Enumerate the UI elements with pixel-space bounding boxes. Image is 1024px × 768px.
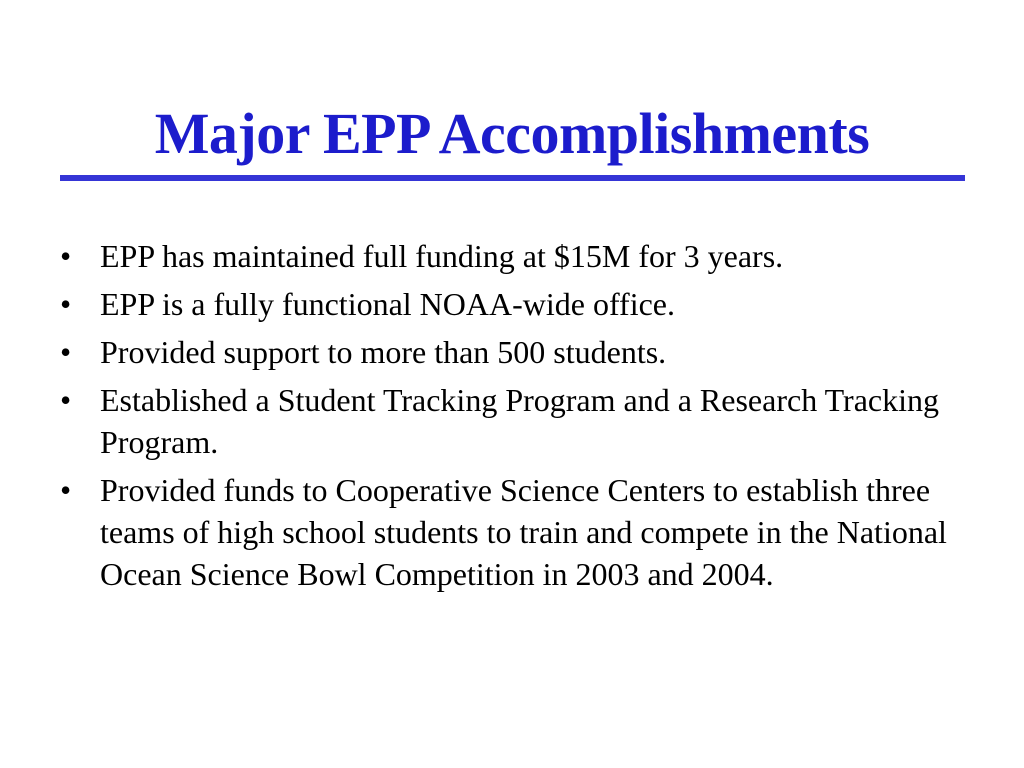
bullet-icon: •	[60, 382, 72, 418]
bullet-item	[60, 469, 960, 595]
bullet-icon: •	[60, 334, 72, 370]
bullet-text: EPP has maintained full funding at $15M for 3 years.	[100, 238, 784, 274]
bullet-icon: •	[60, 286, 72, 322]
bullet-text: Provided support to more than 500 students.	[100, 334, 667, 370]
bullet-item	[60, 379, 960, 463]
bullet-list	[60, 235, 960, 601]
bullet-icon: •	[60, 472, 72, 508]
bullet-item	[60, 235, 960, 277]
bullet-text: EPP is a fully functional NOAA-wide office.	[100, 286, 675, 322]
bullet-icon: •	[60, 238, 72, 274]
slide-title: Major EPP Accomplishments	[154, 101, 870, 166]
bullet-item	[60, 331, 960, 373]
bullet-text: Established a Student Tracking Program and a Research Tracking Program.	[100, 382, 939, 460]
bullet-text: Provided funds to Cooperative Science Centers to establish three teams of high school students to train and compete in the National Ocean Science Bowl Competition in 2003 and 2004.	[100, 472, 947, 592]
title-underline	[60, 175, 965, 181]
bullet-item	[60, 283, 960, 325]
